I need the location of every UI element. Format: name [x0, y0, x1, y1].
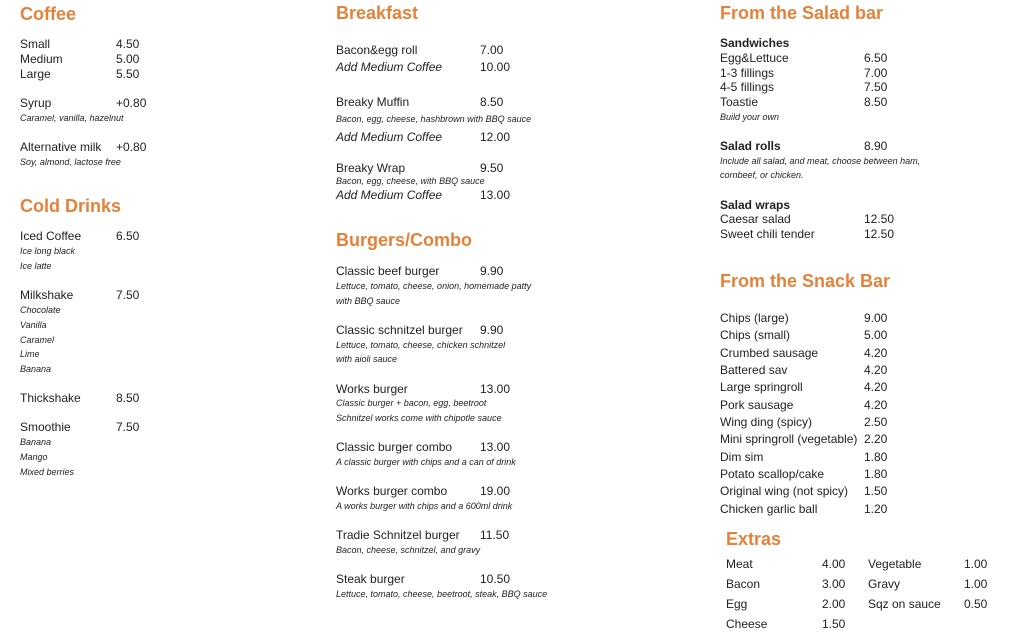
menu-item-desc: with aioli sauce — [336, 354, 398, 364]
menu-item-name: Vegetable — [868, 557, 922, 571]
menu-item-option: Lime — [20, 349, 40, 359]
menu-item-option: Caramel — [20, 335, 55, 345]
menu-item-name: Potato scallop/cake — [720, 467, 825, 481]
menu-item-addon: Add Medium Coffee — [336, 188, 443, 202]
menu-item-desc: A classic burger with chips and a can of drink — [336, 457, 516, 467]
menu-item-name: Classic burger combo — [336, 440, 453, 454]
menu-item-note: Build your own — [720, 112, 780, 122]
menu-item-name: Original wing (not spicy) — [720, 484, 849, 498]
menu-item-price: 9.90 — [480, 323, 504, 337]
menu-item-name: Smoothie — [20, 420, 71, 434]
menu-item-name: Thickshake — [20, 391, 81, 405]
menu-item-price: +0.80 — [116, 140, 147, 154]
menu-item-name: Medium — [20, 52, 63, 66]
menu-item-desc: Bacon, egg, cheese, with BBQ sauce — [336, 176, 485, 186]
menu-item-desc: Classic burger + bacon, egg, beetroot — [336, 398, 487, 408]
menu-item-price: 5.00 — [864, 328, 888, 342]
menu-item-desc: Bacon, egg, cheese, hashbrown with BBQ sauce — [336, 114, 532, 124]
menu-item-price: 8.90 — [864, 139, 888, 153]
menu-item-name: Bacon — [726, 577, 761, 591]
salad-wraps-subheading: Salad wraps — [720, 198, 791, 212]
menu-item-price: 7.00 — [480, 43, 504, 57]
menu-item-name: Sqz on sauce — [868, 597, 941, 611]
menu-item-name: 1-3 fillings — [720, 66, 775, 80]
menu-item-desc: A works burger with chips and a 600ml drink — [336, 501, 513, 511]
salad-bar-heading: From the Salad bar — [720, 3, 884, 23]
menu-item-name: Breaky Wrap — [336, 161, 406, 175]
menu-item-desc: cornbeef, or chicken. — [720, 170, 804, 180]
menu-item-name: Battered sav — [720, 363, 788, 377]
menu-item-option: Chocolate — [20, 305, 61, 315]
menu-item-option: Banana — [20, 437, 52, 447]
menu-item-price: 8.50 — [480, 95, 504, 109]
menu-item-price: 4.50 — [116, 37, 140, 51]
menu-item-name: Chips (large) — [720, 311, 789, 325]
menu-item-price: 9.90 — [480, 264, 504, 278]
menu-item-name: Cheese — [726, 617, 768, 631]
menu-item-option: Mango — [20, 452, 48, 462]
menu-item-name: Toastie — [720, 95, 759, 109]
menu-item-price: 5.50 — [116, 67, 140, 81]
extras-heading: Extras — [726, 529, 782, 549]
menu-item-addon-price: 10.00 — [480, 60, 511, 74]
menu-item-price: 1.80 — [864, 450, 888, 464]
breakfast-heading: Breakfast — [336, 3, 419, 23]
menu-item-name: Milkshake — [20, 288, 74, 302]
menu-item-name: Alternative milk — [20, 140, 102, 154]
menu-item-price: 3.00 — [822, 577, 846, 591]
menu-item-addon-price: 12.00 — [480, 130, 511, 144]
menu-item-name: Meat — [726, 557, 753, 571]
menu-item-option: Ice long black — [20, 246, 76, 256]
menu-item-price: 5.00 — [116, 52, 140, 66]
menu-item-name: Breaky Muffin — [336, 95, 410, 109]
menu-item-name: Chicken garlic ball — [720, 502, 818, 516]
menu-item-price: 4.00 — [822, 557, 846, 571]
menu-item-name: Chips (small) — [720, 328, 791, 342]
menu-item-price: 1.00 — [964, 557, 988, 571]
menu-item-price: 2.50 — [864, 415, 888, 429]
menu-item-name: Steak burger — [336, 572, 405, 586]
menu-item-price: 7.50 — [116, 420, 140, 434]
menu-item-price: 1.50 — [864, 484, 888, 498]
menu-item-price: 1.80 — [864, 467, 888, 481]
menu-item-price: 7.50 — [116, 288, 140, 302]
menu-item-name: Pork sausage — [720, 398, 794, 412]
menu-item-name: Mini springroll (vegetable) — [720, 432, 858, 446]
menu-item-desc: Lettuce, tomato, cheese, beetroot, steak, BBQ sauce — [336, 589, 548, 599]
burgers-heading: Burgers/Combo — [336, 230, 473, 250]
menu-item-option: Mixed berries — [20, 467, 75, 477]
menu-item-desc: Soy, almond, lactose free — [20, 157, 121, 167]
menu-item-name: Egg&Lettuce — [720, 51, 789, 65]
menu-item-name: Dim sim — [720, 450, 764, 464]
menu-item-price: 13.00 — [480, 440, 511, 454]
menu-item-desc: Lettuce, tomato, cheese, onion, homemade patty — [336, 281, 532, 291]
menu-item-option: Banana — [20, 364, 52, 374]
menu-item-option: Vanilla — [20, 320, 47, 330]
menu-item-name: Classic schnitzel burger — [336, 323, 463, 337]
salad-rolls-subheading: Salad rolls — [720, 139, 781, 153]
menu-item-option: Ice latte — [20, 261, 52, 271]
menu-item-desc: Include all salad, and meat, choose between ham, — [720, 156, 921, 166]
menu-item-price: 6.50 — [116, 229, 140, 243]
menu-item-desc: with BBQ sauce — [336, 296, 401, 306]
menu-item-price: 9.00 — [864, 311, 888, 325]
menu-item-price: 12.50 — [864, 227, 895, 241]
menu-item-price: 19.00 — [480, 484, 511, 498]
coffee-heading: Coffee — [20, 4, 77, 24]
menu-item-name: 4-5 fillings — [720, 80, 775, 94]
menu-item-price: 4.20 — [864, 346, 888, 360]
menu-item-price: 10.50 — [480, 572, 511, 586]
menu-item-price: 2.20 — [864, 432, 888, 446]
menu-item-name: Small — [20, 37, 51, 51]
menu-item-price: +0.80 — [116, 96, 147, 110]
menu-item-name: Works burger — [336, 382, 408, 396]
menu-item-price: 9.50 — [480, 161, 504, 175]
menu-item-price: 1.50 — [822, 617, 846, 631]
menu-item-price: 11.50 — [480, 528, 510, 542]
menu-item-price: 6.50 — [864, 51, 888, 65]
menu-item-price: 2.00 — [822, 597, 846, 611]
menu-item-addon: Add Medium Coffee — [336, 60, 443, 74]
menu-item-name: Iced Coffee — [20, 229, 82, 243]
menu-item-price: 0.50 — [964, 597, 988, 611]
menu-item-addon: Add Medium Coffee — [336, 130, 443, 144]
menu-item-name: Egg — [726, 597, 748, 611]
menu-item-name: Large springroll — [720, 380, 803, 394]
menu-item-addon-price: 13.00 — [480, 188, 511, 202]
menu-item-price: 8.50 — [116, 391, 140, 405]
menu-item-price: 8.50 — [864, 95, 888, 109]
menu-item-price: 1.00 — [964, 577, 988, 591]
menu-item-name: Syrup — [20, 96, 52, 110]
cold-drinks-heading: Cold Drinks — [20, 196, 122, 216]
menu-item-name: Bacon&egg roll — [336, 43, 418, 57]
menu-item-price: 12.50 — [864, 212, 895, 226]
menu-item-name: Caesar salad — [720, 212, 791, 226]
menu-item-name: Classic beef burger — [336, 264, 440, 278]
menu-item-desc: Lettuce, tomato, cheese, chicken schnitzel — [336, 340, 506, 350]
menu-item-price: 4.20 — [864, 380, 888, 394]
menu-item-name: Works burger combo — [336, 484, 448, 498]
menu-item-price: 4.20 — [864, 363, 888, 377]
menu-item-price: 7.00 — [864, 66, 888, 80]
menu-item-name: Crumbed sausage — [720, 346, 819, 360]
menu-item-name: Tradie Schnitzel burger — [336, 528, 460, 542]
menu-item-price: 4.20 — [864, 398, 888, 412]
menu-item-desc: Bacon, cheese, schnitzel, and gravy — [336, 545, 481, 555]
sandwiches-subheading: Sandwiches — [720, 36, 790, 50]
menu-item-price: 1.20 — [864, 502, 888, 516]
snack-bar-heading: From the Snack Bar — [720, 271, 891, 291]
menu-item-desc: Schnitzel works come with chipotle sauce — [336, 413, 502, 423]
menu-item-desc: Caramel, vanilla, hazelnut — [20, 113, 124, 123]
menu-item-price: 13.00 — [480, 382, 511, 396]
menu-item-price: 7.50 — [864, 80, 888, 94]
menu-item-name: Wing ding (spicy) — [720, 415, 813, 429]
menu-item-name: Large — [20, 67, 51, 81]
menu-item-name: Gravy — [868, 577, 901, 591]
menu-item-name: Sweet chili tender — [720, 227, 815, 241]
